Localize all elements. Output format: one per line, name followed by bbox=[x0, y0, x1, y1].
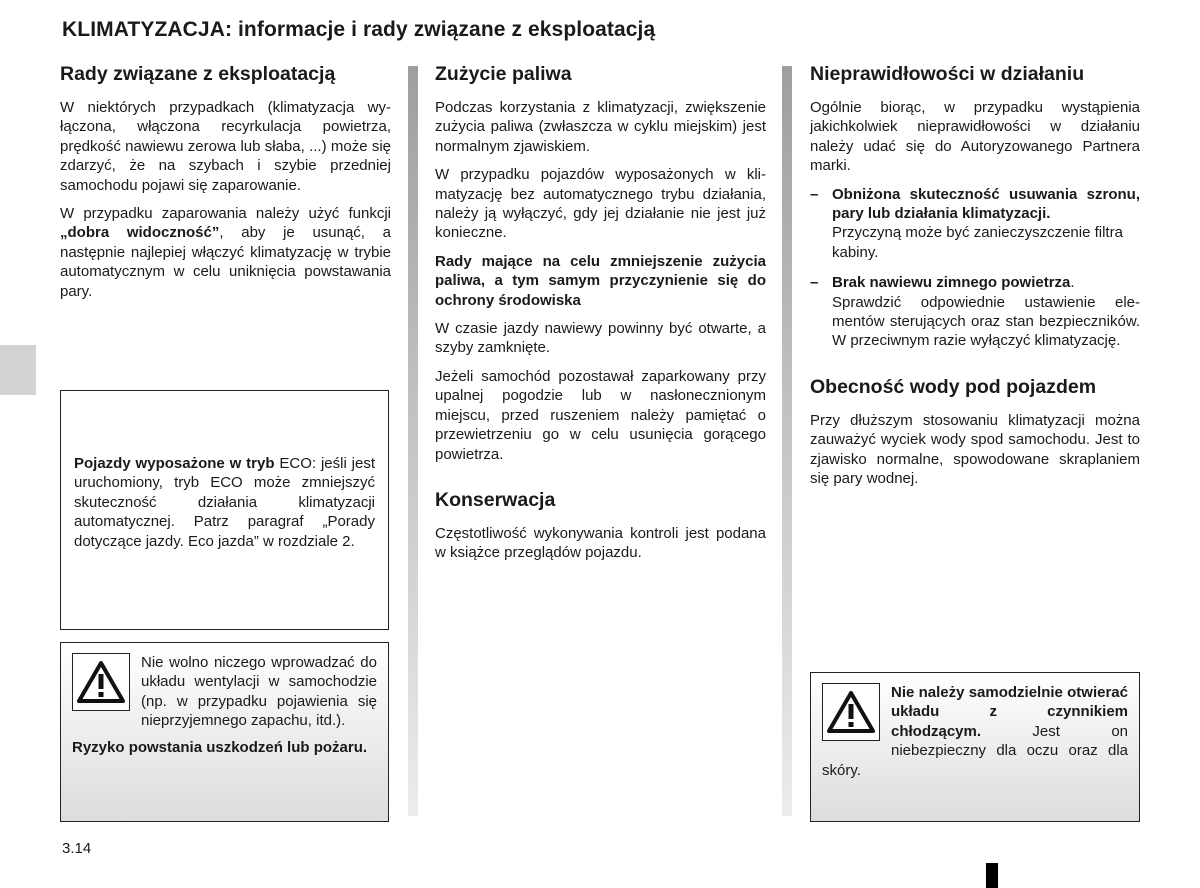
paragraph: Przy dłuższym stosowaniu klimatyzacji można zauważyć wyciek wody spod samochodu. Jest to zjawisko normalne, spowodowane skraplaniem się pary wodnej. bbox=[810, 411, 1140, 488]
warning-box-ventilation bbox=[60, 642, 389, 822]
paragraph: Jeżeli samochód pozostawał zaparkowany przy upalnej pogodzie lub w nasłonecznionym miejscu, przed ruszeniem należy pamiętać o przewietrzeniu go w celu usunięcia gorącego powietrza. bbox=[435, 367, 766, 463]
bold-text: Brak nawiewu zimnego powietrza bbox=[832, 274, 1071, 292]
column-divider bbox=[782, 66, 792, 816]
bold-text: Nie należy samodzielnie otwierać układu z czynnikiem chłodzącym. bbox=[891, 684, 1128, 740]
bold-text: Pojazdy wyposażone w tryb bbox=[74, 455, 275, 472]
list-item bbox=[810, 185, 1140, 263]
bold-text: Ryzyko powstania uszkodzeń lub pożaru. bbox=[72, 738, 368, 756]
page-edge-marker bbox=[986, 863, 998, 888]
paragraph: W czasie jazdy nawiewy powinny być otwarte, a szyby zamknięte. bbox=[435, 320, 766, 357]
list-item-title bbox=[832, 273, 1140, 292]
paragraph-bold bbox=[435, 252, 766, 310]
section-heading: Konserwacja bbox=[435, 488, 556, 511]
page-title: KLIMATYZACJA: informacje i rady związane z eksploatacją bbox=[62, 18, 656, 41]
warning-triangle-icon bbox=[822, 683, 880, 741]
eco-note bbox=[74, 454, 375, 551]
list-item-title bbox=[832, 185, 1140, 224]
bold-text: „dobra widoczność” bbox=[60, 224, 220, 242]
paragraph: W przypadku pojazdów wyposażonych w klimatyzację bez automatycznego trybu działania, należy ją wyłączyć, gdy jej działanie nie jest już konieczne. bbox=[435, 166, 766, 242]
paragraph: W niektórych przypadkach (klimatyzacja wyłączona, włączona recyrkulacja powietrza, prędkość nawiewu zerowa lub słaba, ...) może się zdarzyć, że na szybach i szybie przedniej samochodu pojawi się zaparowanie. bbox=[60, 99, 391, 194]
list-item-text: Przyczyną może być zanieczyszczenie filtra kabiny. bbox=[832, 224, 1123, 261]
dash-bullet: – bbox=[810, 185, 819, 203]
column-divider bbox=[408, 66, 418, 816]
column-malfunctions bbox=[810, 62, 1140, 498]
list-item bbox=[810, 273, 1140, 351]
paragraph: Podczas korzystania z klimatyzacji, zwiększenie zużycia paliwa (zwłaszcza w cyklu miejskim) jest normalnym zjawiskiem. bbox=[435, 99, 766, 155]
text: . bbox=[1070, 274, 1075, 292]
list-item-text: Sprawdzić odpowiednie ustawienie elementów sterujących oraz stan bezpieczników. W przeciwnym razie wyłączyć klimatyzację. bbox=[832, 293, 1140, 350]
text: , aby je usunąć, a następnie najlepiej włączyć klimatyzację w trybie automatycznym w celu uniknięcia powstawania pary. bbox=[60, 224, 392, 300]
dash-bullet: – bbox=[810, 274, 819, 292]
warning-text: Nie wolno niczego wprowadzać do układu wentylacji w samochodzie (np. w przypadku pojawienia się nieprzyjemnego zapachu, itd.). bbox=[141, 654, 377, 730]
text: Jest on niebezpieczny dla oczu oraz dla skóry. bbox=[822, 722, 1128, 779]
text: W przypadku zaparowania należy użyć funkcji bbox=[60, 205, 391, 223]
warning-bold-text bbox=[72, 738, 377, 757]
section-heading: Zużycie paliwa bbox=[435, 63, 572, 85]
bold-text: Obniżona skuteczność usuwania szronu, pary lub działania klimatyzacji. bbox=[832, 185, 1140, 223]
column-fuel-consumption bbox=[435, 62, 766, 572]
eco-mode-note-box bbox=[60, 390, 389, 630]
section-heading: Rady związane z eksploatacją bbox=[60, 63, 336, 85]
bold-text: Rady mające na celu zmniejszenie zużycia paliwa, a tym samym przyczynienie się do ochrony środowiska bbox=[435, 252, 766, 309]
page-number: 3.14 bbox=[62, 840, 92, 857]
paragraph: Ogólnie biorąc, w przypadku wystąpienia jakichkolwiek nieprawidłowości w działaniu należy udać się do Autoryzowanego Partnera marki. bbox=[810, 99, 1140, 175]
section-heading: Nieprawidłowości w działaniu bbox=[810, 63, 1085, 85]
column-operation-tips bbox=[60, 62, 391, 310]
section-heading: Obecność wody pod pojazdem bbox=[810, 375, 1097, 398]
paragraph: Częstotliwość wykonywania kontroli jest podana w książce przeglądów pojazdu. bbox=[435, 524, 766, 562]
text: ECO: jeśli jest uruchomiony, tryb ECO może zmniejszyć skuteczność działania klimatyzacji automatycznej. Patrz paragraf „Porady dotyczące jazdy. Eco jazda” w rozdziale 2. bbox=[74, 455, 375, 550]
paragraph bbox=[60, 204, 391, 301]
warning-box-refrigerant bbox=[810, 672, 1140, 822]
chapter-tab bbox=[0, 345, 36, 395]
warning-triangle-icon bbox=[72, 653, 130, 711]
